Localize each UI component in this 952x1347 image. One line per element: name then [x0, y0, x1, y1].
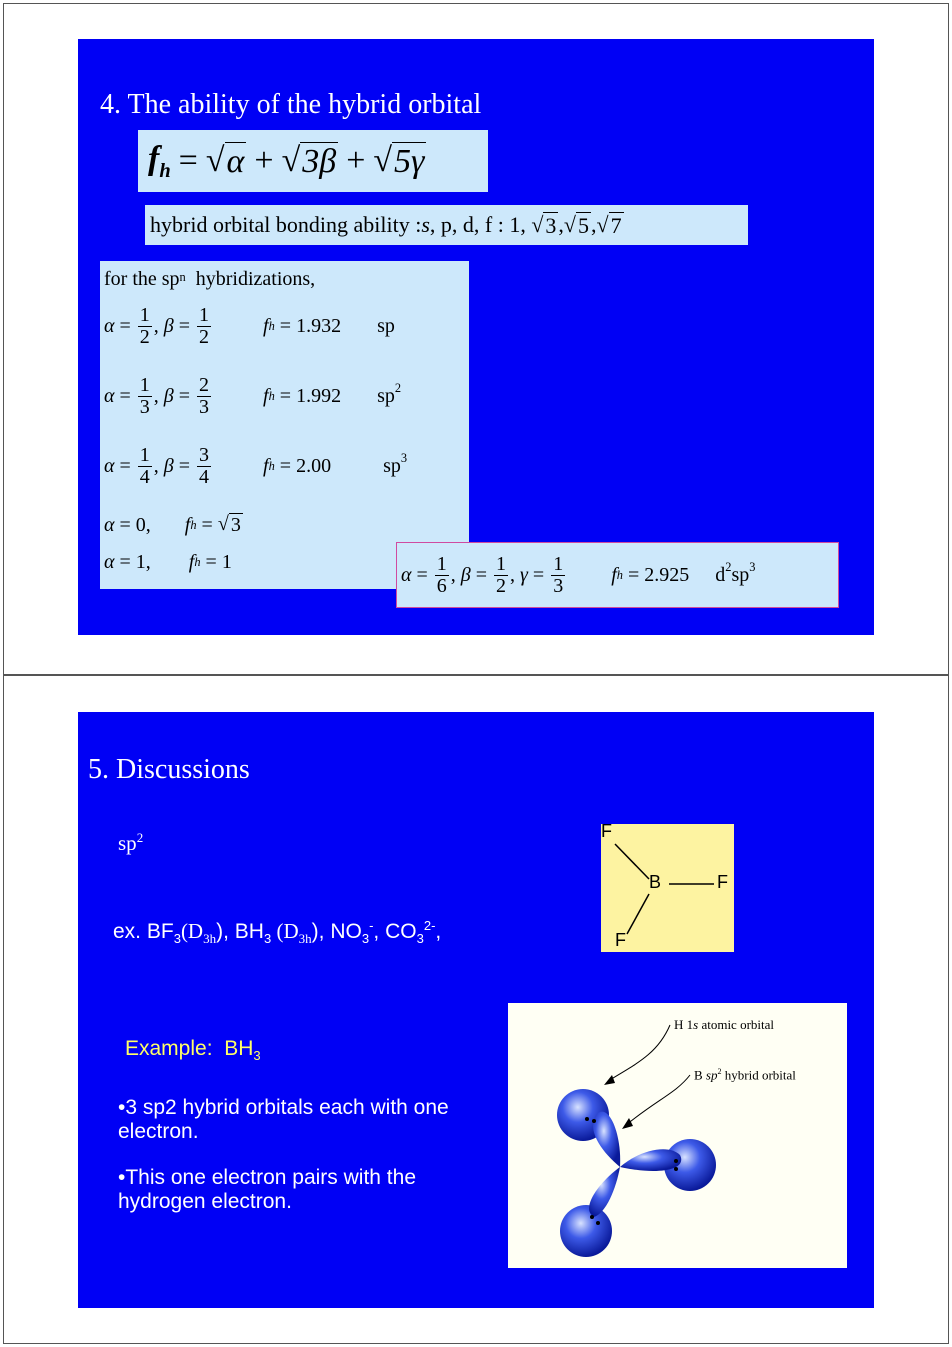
sp2-lobe-right — [620, 1149, 681, 1171]
atom-b: B — [649, 872, 662, 892]
arrow-h1s — [608, 1025, 670, 1081]
electron-dot — [674, 1159, 678, 1163]
hybrid-row-pure-s: α = 1, f h = 1 — [104, 551, 232, 573]
sqrt-alpha: √ α — [205, 141, 245, 180]
sqrt-3beta: √ 3β — [281, 141, 337, 180]
electron-dot — [674, 1167, 678, 1171]
bf3-structure — [601, 821, 734, 952]
electron-dot — [590, 1215, 594, 1219]
h-orbital-bottom — [560, 1205, 612, 1257]
sqrt-3: √ 3 — [531, 211, 557, 238]
atom-f-top: F — [601, 821, 612, 841]
sp2-lobe-top — [593, 1112, 620, 1167]
d2sp3-box: α = $\frac{1}{6}$ , β = $\frac{1}{2}$ , γ = $\frac{1}{3}$ f h = 2.925 d $^2$ sp $^3$ — [396, 542, 839, 608]
hybrid-row-sp2: α = $\frac{1}{3}$ , β = $\frac{2}{3}$ f h = 1.992 sp $^2$ — [104, 374, 402, 418]
electron-dot — [596, 1221, 600, 1225]
sp2-lobe-bottom — [589, 1167, 620, 1217]
bullet-pairing: •This one electron pairs with the hydrogen electron. — [118, 1166, 416, 1214]
example-heading: Example: $BH_3$ — [125, 1037, 261, 1064]
atom-f-right: F — [717, 872, 728, 892]
hybrid-row-sp3: α = $\frac{1}{4}$ , β = $\frac{3}{4}$ f h = 2.00 sp $^3$ — [104, 444, 408, 488]
electron-dot — [592, 1119, 596, 1123]
formula-box: $f_h$ = √ α + √ 3β + √ 5γ — [138, 130, 488, 192]
slide-title: 4. The ability of the hybrid orbital — [100, 89, 482, 120]
formula-lhs: $f_h$ — [148, 139, 171, 182]
electron-dot — [585, 1117, 589, 1121]
atom-f-bottom: F — [615, 930, 626, 950]
formula-eq: = — [178, 142, 198, 179]
slide-discussions — [78, 712, 874, 1308]
bh3-orbital-diagram — [508, 1003, 847, 1268]
label-h1s: H 1s atomic orbital — [674, 1017, 775, 1032]
arrow-bsp2 — [626, 1075, 690, 1125]
sqrt-5gamma: √ 5γ — [373, 141, 425, 180]
hybrid-row-pure-p: α = 0, f h = √ 3 — [104, 513, 241, 536]
arrowhead-bsp2 — [622, 1118, 633, 1129]
slide-ability — [78, 39, 874, 635]
examples-line: ex. $BF_3(D_{3h})$, $BH_3$ $(D_{3h})$, $NO_3^-$, $CO_3^{2-}$, — [113, 918, 442, 947]
spn-header: for the sp $^n$ hybridizations, — [104, 268, 316, 290]
sqrt-5: √ 5 — [563, 211, 589, 238]
sqrt-7: √ 7 — [596, 211, 622, 238]
sp2-label: $sp^2$ — [118, 830, 144, 855]
bond-bottom — [627, 894, 649, 934]
bullet-one-electron: •3 sp2 hybrid orbitals each with one electron. — [118, 1096, 449, 1144]
bond-top — [615, 844, 649, 879]
arrowhead-h1s — [604, 1075, 615, 1085]
label-bsp2: B $sp^2$ hybrid orbital — [694, 1067, 796, 1083]
bonding-ability-box: hybrid orbital bonding ability : s , p, d, f : 1, √ 3 , √ 5 , √ 7 — [145, 205, 748, 245]
orbital-lobes — [508, 1003, 847, 1268]
slide-title: 5. Discussions — [88, 754, 250, 785]
hybrid-row-sp: α = $\frac{1}{2}$ , β = $\frac{1}{2}$ f h = 1.932 sp — [104, 304, 395, 348]
spn-hybridizations-box — [100, 261, 469, 589]
